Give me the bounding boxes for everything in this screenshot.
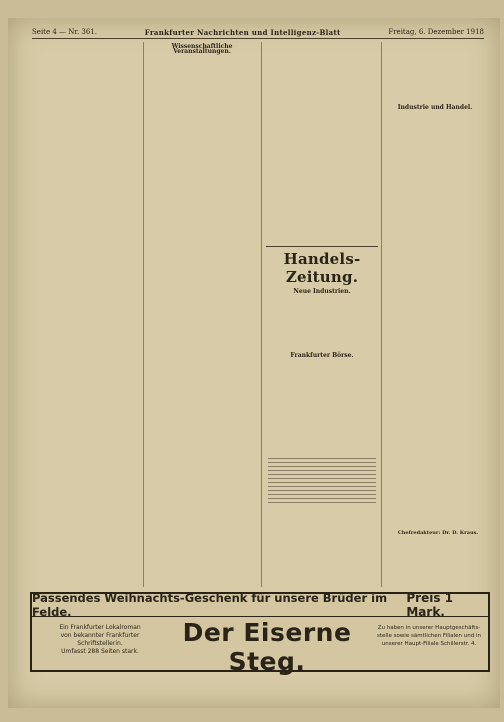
veranstaltungen-heading: Wissenschaftliche Veranstaltungen. <box>171 43 233 55</box>
ad-left-line-1: Ein Frankfurter Lokalroman <box>59 624 141 631</box>
ad-left-text <box>40 624 160 656</box>
text-column-2 <box>147 42 257 587</box>
column-rule <box>381 42 382 587</box>
ad-left-line-3: Umfasst 288 Seiten stark. <box>61 648 139 655</box>
issue-date: Freitag, 6. Dezember 1918 <box>388 27 484 36</box>
ad-headline: Passendes Weihnachts-Geschenk für unsere Brüder im Felde. <box>32 591 388 619</box>
ad-right-text <box>376 624 482 648</box>
page-header <box>32 26 484 39</box>
text-column-3-top <box>266 42 378 242</box>
ad-price: Preis 1 Mark. <box>406 591 453 619</box>
ad-headline-row <box>32 591 488 619</box>
text-column-3-mid <box>266 286 378 346</box>
ad-right-line-1: Zu haben in unserer Hauptgeschäfts- <box>377 625 481 631</box>
boerse-heading: Frankfurter Börse. <box>290 352 354 359</box>
text-column-3-boerse <box>266 362 378 456</box>
advertisement-box <box>30 591 490 676</box>
editor-line: Chefredakteur: Dr. D. Kraus. <box>397 530 479 536</box>
ad-product-name: Der Eiserne Steg. <box>182 618 352 676</box>
newspaper-title: Frankfurter Nachrichten und Intelligenz-Blatt <box>144 27 341 37</box>
market-table <box>268 458 376 504</box>
ad-right-line-2: stelle sowie sämtlichen Filialen und in <box>376 633 481 639</box>
column-rule <box>143 42 144 587</box>
footer-text <box>32 674 484 692</box>
ad-right-line-3: unserer Haupt-Filiale Schillerstr. 4. <box>381 641 477 647</box>
handels-subtitle: Neue Industrien. <box>293 288 351 295</box>
industrie-heading: Industrie und Handel. <box>397 104 473 111</box>
ad-left-line-2: von bekannter Frankfurter Schriftstellerin. <box>60 632 140 647</box>
text-column-4-top <box>386 42 484 102</box>
text-column-3-bottom <box>266 508 378 586</box>
handels-title: Handels-Zeitung. <box>283 250 361 286</box>
text-column-1 <box>32 42 140 587</box>
text-column-4 <box>386 114 484 526</box>
column-rule <box>261 42 262 587</box>
page-label: Seite 4 — Nr. 361. <box>32 27 97 36</box>
